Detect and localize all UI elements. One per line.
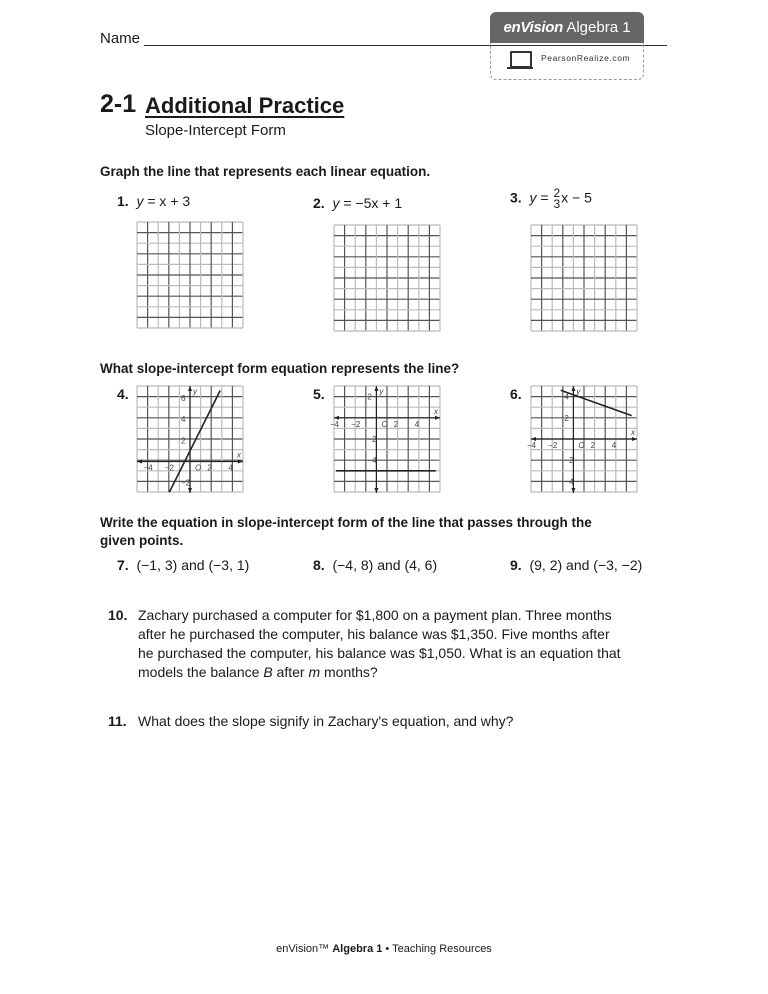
problem-10-number: 10.: [108, 607, 128, 623]
item-9: [510, 557, 642, 573]
svg-text:−4: −4: [330, 419, 340, 429]
problem-10-line: after he purchased the computer, his balance was $1,350. Five months after: [138, 626, 610, 642]
item-number: 2.: [313, 195, 325, 211]
points: (−1, 3) and (−3, 1): [136, 557, 250, 573]
badge-title: [490, 12, 644, 43]
item-7: [117, 557, 249, 573]
page-subtitle: Slope-Intercept Form: [145, 122, 286, 139]
svg-text:−2: −2: [367, 435, 377, 444]
item-5-number: 5.: [313, 386, 325, 402]
blank-grid-2[interactable]: [334, 225, 440, 332]
graph-6: [527, 386, 637, 493]
svg-text:−4: −4: [367, 456, 377, 466]
svg-text:4: 4: [414, 419, 420, 429]
svg-text:2: 2: [393, 419, 399, 429]
var-y: y: [136, 193, 144, 209]
svg-text:2: 2: [367, 392, 372, 402]
item-number: 1.: [117, 193, 129, 209]
svg-text:O: O: [195, 463, 202, 473]
svg-text:x: x: [631, 428, 635, 437]
fraction: [553, 188, 560, 210]
svg-text:y: y: [193, 387, 197, 396]
svg-text:6: 6: [181, 393, 186, 403]
name-label: Name: [100, 30, 141, 47]
footer-rest: • Teaching Resources: [382, 943, 492, 955]
text: months?: [320, 664, 378, 680]
var-m: m: [308, 664, 321, 680]
svg-text:2: 2: [181, 436, 186, 446]
text: after: [272, 664, 309, 680]
svg-text:x: x: [434, 406, 438, 416]
item-8: [313, 557, 437, 573]
badge-url-box: [490, 43, 644, 80]
footer-brand: enVision™: [276, 943, 333, 955]
svg-text:−2: −2: [164, 463, 174, 473]
item-1: [117, 193, 190, 209]
var-y: y: [332, 195, 340, 211]
svg-text:−2: −2: [181, 478, 191, 488]
graph-5: [330, 386, 440, 493]
points: (−4, 8) and (4, 6): [332, 557, 438, 573]
footer-course: Algebra 1: [332, 943, 383, 955]
svg-text:−4: −4: [527, 441, 537, 450]
svg-text:−2: −2: [548, 441, 558, 450]
section3-instruction-line1: Write the equation in slope-intercept form of the line that passes through the: [100, 515, 592, 530]
svg-text:4: 4: [228, 463, 233, 473]
svg-text:2: 2: [590, 441, 596, 450]
problem-11-text: What does the slope signify in Zachary's equation, and why?: [138, 713, 514, 729]
item-6-number: 6.: [510, 386, 522, 402]
equation: = −5x + 1: [339, 195, 403, 211]
svg-text:2: 2: [207, 463, 212, 473]
item-number: 3.: [510, 189, 522, 206]
equation: x − 5: [561, 189, 592, 206]
envision-badge: [490, 12, 644, 80]
var-B: B: [263, 664, 273, 680]
problem-10-line: he purchased the computer, his balance was $1,050. What is an equation that: [138, 645, 621, 661]
svg-text:2: 2: [564, 413, 569, 423]
svg-text:O: O: [578, 441, 585, 450]
svg-text:y: y: [379, 387, 384, 396]
svg-text:4: 4: [564, 392, 569, 402]
svg-text:4: 4: [611, 441, 617, 450]
svg-text:x: x: [237, 450, 241, 460]
var-y: y: [529, 189, 537, 206]
svg-text:−4: −4: [143, 463, 153, 473]
problem-10-text: [138, 606, 621, 682]
section2-instruction: What slope-intercept form equation represents the line?: [100, 361, 460, 376]
problem-11-number: 11.: [108, 713, 127, 729]
section1-instruction: Graph the line that represents each linear equation.: [100, 164, 431, 179]
numerator: 2: [553, 186, 561, 200]
problem-10-line: Zachary purchased a computer for $1,800 on a payment plan. Three months: [138, 607, 612, 623]
equals: =: [536, 189, 553, 206]
lesson-number: 2-1: [100, 90, 137, 118]
svg-text:y: y: [576, 387, 581, 396]
page-title: Additional Practice: [145, 93, 345, 118]
item-number: 9.: [510, 557, 522, 573]
text: models the balance: [138, 664, 264, 680]
svg-text:−2: −2: [351, 419, 361, 429]
badge-brand: enVision: [503, 19, 563, 36]
footer: [0, 943, 768, 955]
svg-text:−2: −2: [564, 456, 574, 466]
svg-text:O: O: [381, 419, 388, 429]
equation: = x + 3: [143, 193, 191, 209]
item-number: 7.: [117, 557, 129, 573]
svg-text:4: 4: [181, 415, 186, 425]
blank-grid-3[interactable]: [531, 225, 637, 332]
problem-10-line: [138, 663, 621, 682]
graph-4: [137, 386, 243, 493]
item-2: [313, 195, 402, 211]
item-number: 8.: [313, 557, 325, 573]
badge-url: PearsonRealize.com: [541, 53, 631, 63]
denominator: 3: [553, 197, 561, 211]
blank-grid-1[interactable]: [137, 222, 243, 329]
laptop-base-icon: [507, 67, 533, 69]
points: (9, 2) and (−3, −2): [529, 557, 643, 573]
item-3: [510, 188, 592, 210]
svg-text:−4: −4: [564, 477, 574, 487]
laptop-wifi-icon: [510, 51, 532, 68]
badge-course: Algebra 1: [566, 19, 631, 36]
item-4-number: 4.: [117, 386, 129, 402]
section3-instruction-line2: given points.: [100, 533, 184, 548]
